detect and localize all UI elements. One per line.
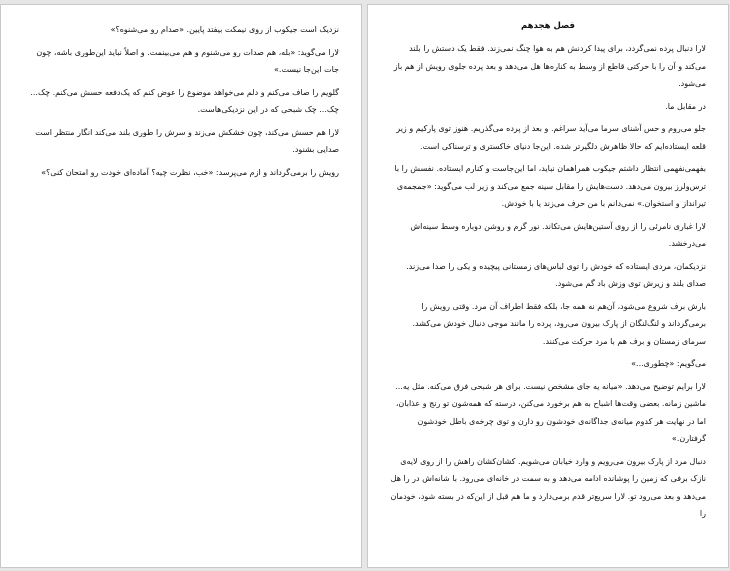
paragraph: دنبال مرد از پارک بیرون می‌رویم و وارد خیابان می‌شویم. کشان‌کشان راهش را از روی لایه‌ی نازک برفی که زمین را پوشانده ادامه می‌دهد و به سمت در خانه‌ای می‌رود. با شانه‌اش در را هل می‌دهد و بعد می‌رود تو. لارا سریع‌تر قدم برمی‌دارد و ما هم قبل از این‌که در بسته شود، خودمان را: [390, 456, 706, 518]
right-page: [367, 4, 729, 568]
paragraph: گلویم را صاف می‌کنم و دلم می‌خواهد موضوع را عوض کنم که یک‌دفعه حسش می‌کنم. چک... چک... چک شبحی که در این نزدیکی‌هاست.: [30, 87, 339, 114]
paragraph: بفهمی‌نفهمی انتظار داشتم جیکوب همراهمان نباید، اما این‌جاست و کنارم ایستاده. نفسش را با ترس‌ولرز بیرون می‌دهد. دست‌هایش را مقابل سینه جمع می‌کند و زیر لب می‌گوید: «جمجمه‌ی تیرانداز و استخوان.» نمی‌دانم با من حرف می‌زند یا با خودش.: [394, 164, 706, 208]
paragraph: می‌گویم: «چطوری...»: [631, 359, 706, 368]
paragraph: بارش برف شروع می‌شود، آن‌هم نه همه جا، بلکه فقط اطراف آن مرد. وقتی رویش را برمی‌گرداند و لنگ‌لنگان از پارک بیرون می‌رود، پرده را مانند موجی دنبال خودش می‌کشد. سرمای زمستان و برف هم با مرد حرکت می‌کنند.: [412, 301, 706, 346]
paragraph: لارا برایم توضیح می‌دهد. «میانه یه جای مشخص نیست. برای هر شبحی فرق می‌کنه. مثل یه... ماشین زمانه. بعضی وقت‌ها اشباح به هم برخورد می‌کنن، درسته که همه‌شون تو رنج و عذابان، اما در نهایت هر کدوم میانه‌ی جداگانه‌ی خودشون رو دارن و توی چرخه‌ی باطل خودشون گرفتارن.»: [395, 381, 706, 443]
paragraph: لارا غباری نامرئی را از روی آستین‌هایش می‌تکاند. نور گرم و روشن دوباره وسط سینه‌اش می‌درخشد.: [410, 221, 706, 248]
paragraph: لارا دنبال پرده نمی‌گردد، برای پیدا کردنش هم به هوا چنگ نمی‌زند. فقط یک دستش را بلند می‌کند و آن را با حرکتی قاطع از وسط به کناره‌ها هل می‌دهد و بعد پرده جلوی رویش از هم باز می‌شود.: [393, 44, 706, 88]
paragraph: لارا هم حسش می‌کند، چون خشکش می‌زند و سرش را طوری بلند می‌کند انگار منتظر است صدایی بشنود.: [35, 127, 339, 154]
chapter-title: فصل هجدهم: [521, 21, 575, 31]
paragraph: در مقابل ما.: [665, 101, 706, 111]
paragraph: جلو می‌روم و حس آشنای سرما می‌آید سراغم. و بعد از پرده می‌گذریم. هنوز توی پارکیم و زیر قلعه ایستاده‌ایم که حالا ظاهرش دلگیرتر شده. این‌جا دنیای خاکستری و ترسناکی است.: [396, 124, 706, 151]
left-page-text: [23, 21, 339, 186]
paragraph: نزدیکمان، مردی ایستاده که خودش را توی لباس‌های زمستانی پیچیده و یکی را صدا می‌زند. صدای بلند و زیرش توی وزش باد گم می‌شود.: [406, 261, 706, 288]
paragraph: نزدیک است جیکوب از روی نیمکت بیفتد پایین. «صدام رو می‌شنوه؟»: [110, 25, 339, 34]
paragraph: رویش را برمی‌گرداند و ازم می‌پرسد: «خب، نظرت چیه؟ آماده‌ای خودت رو امتحان کنی؟»: [41, 167, 339, 177]
paragraph: لارا می‌گوید: «بله، هم صدات رو می‌شنوم و هم می‌بینمت. و اصلاً نباید این‌طوری باشه، چون جات این‌جا نیست.»: [36, 47, 339, 74]
right-page-text: [390, 21, 706, 528]
left-page: [0, 4, 362, 568]
